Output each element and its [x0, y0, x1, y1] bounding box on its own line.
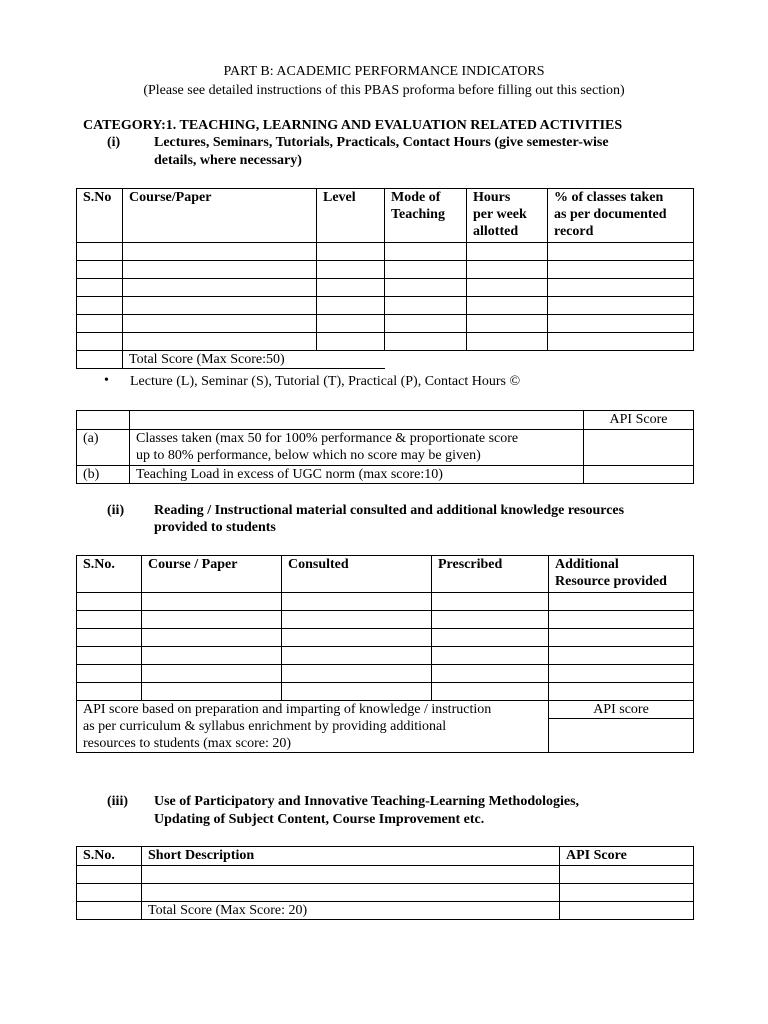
section-iii-line2: Updating of Subject Content, Course Improvement etc.: [154, 812, 485, 827]
header-short-description: Short Description: [142, 847, 560, 866]
header-level: Level: [317, 189, 385, 243]
header-api-score: API Score: [560, 847, 694, 866]
table-row[interactable]: [77, 261, 694, 279]
methodologies-total-value[interactable]: [560, 902, 694, 920]
table-row: [77, 466, 694, 484]
table-row[interactable]: [77, 683, 694, 701]
header-course-paper: Course/Paper: [123, 189, 317, 243]
section-ii-line1: Reading / Instructional material consulted and additional knowledge resources: [154, 503, 625, 518]
teaching-table-header: [77, 189, 694, 243]
teaching-table: [76, 188, 694, 369]
table-row[interactable]: [77, 297, 694, 315]
table-row[interactable]: [77, 647, 694, 665]
reading-api-description: API score based on preparation and imparting of knowledge / instruction as per curriculum & syllabus enrichment by providing additional resources to students (max score: 20): [77, 701, 549, 753]
page-title: PART B: ACADEMIC PERFORMANCE INDICATORS: [223, 64, 545, 79]
row-b-description: Teaching Load in excess of UGC norm (max score:10): [130, 466, 584, 484]
table-row[interactable]: [77, 629, 694, 647]
methodologies-total-row: [77, 902, 694, 920]
section-iii-line1: Use of Participatory and Innovative Teaching-Learning Methodologies,: [154, 794, 580, 809]
api-score-header: API Score: [584, 411, 694, 430]
header-sno: S.No: [77, 189, 123, 243]
reading-api-label: API score: [549, 701, 694, 719]
header-additional-resource: Additional Resource provided: [549, 556, 694, 593]
section-ii-line2: provided to students: [154, 520, 276, 535]
reading-material-table: [76, 555, 694, 753]
table-row[interactable]: [77, 243, 694, 261]
header-mode-of-teaching: Mode of Teaching: [385, 189, 467, 243]
methodologies-table: [76, 846, 694, 920]
section-ii-number: (ii): [107, 503, 125, 518]
table-row[interactable]: [77, 611, 694, 629]
reading-api-row: [77, 701, 694, 719]
reading-api-value[interactable]: [549, 719, 694, 753]
methodologies-total-label: Total Score (Max Score: 20): [142, 902, 560, 920]
table-row[interactable]: [77, 866, 694, 884]
bullet-dot-icon: •: [104, 373, 109, 388]
section-i-number: (i): [107, 135, 121, 150]
table-row[interactable]: [77, 884, 694, 902]
category-heading: CATEGORY:1. TEACHING, LEARNING AND EVALUATION RELATED ACTIVITIES: [83, 118, 623, 133]
teaching-total-label: Total Score (Max Score:50): [123, 351, 385, 369]
row-b-api-score[interactable]: [584, 466, 694, 484]
header-prescribed: Prescribed: [432, 556, 549, 593]
section-i-line2: details, where necessary): [154, 153, 302, 168]
header-sno: S.No.: [77, 556, 142, 593]
reading-table-header: [77, 556, 694, 593]
table-row[interactable]: [77, 315, 694, 333]
api-score-header-row: [77, 411, 694, 430]
row-a-api-score[interactable]: [584, 430, 694, 466]
table-row[interactable]: [77, 593, 694, 611]
teaching-total-row: [77, 351, 694, 369]
row-a-label: (a): [77, 430, 130, 466]
section-i-line1: Lectures, Seminars, Tutorials, Practicals, Contact Hours (give semester-wise: [154, 135, 609, 150]
header-course-paper: Course / Paper: [142, 556, 282, 593]
row-a-description: Classes taken (max 50 for 100% performance & proportionate score up to 80% performance, below which no score may be given): [130, 430, 584, 466]
section-iii-number: (iii): [107, 794, 128, 809]
header-percent-classes: % of classes taken as per documented record: [548, 189, 694, 243]
header-sno: S.No.: [77, 847, 142, 866]
api-score-table: [76, 410, 694, 484]
table-row[interactable]: [77, 279, 694, 297]
table-row[interactable]: [77, 665, 694, 683]
row-b-label: (b): [77, 466, 130, 484]
mode-legend: Lecture (L), Seminar (S), Tutorial (T), Practical (P), Contact Hours ©: [130, 374, 521, 389]
header-consulted: Consulted: [282, 556, 432, 593]
page-subtitle: (Please see detailed instructions of this PBAS proforma before filling out this section): [143, 83, 625, 98]
header-hours-per-week: Hours per week allotted: [467, 189, 548, 243]
table-row: [77, 430, 694, 466]
methodologies-header: [77, 847, 694, 866]
table-row[interactable]: [77, 333, 694, 351]
